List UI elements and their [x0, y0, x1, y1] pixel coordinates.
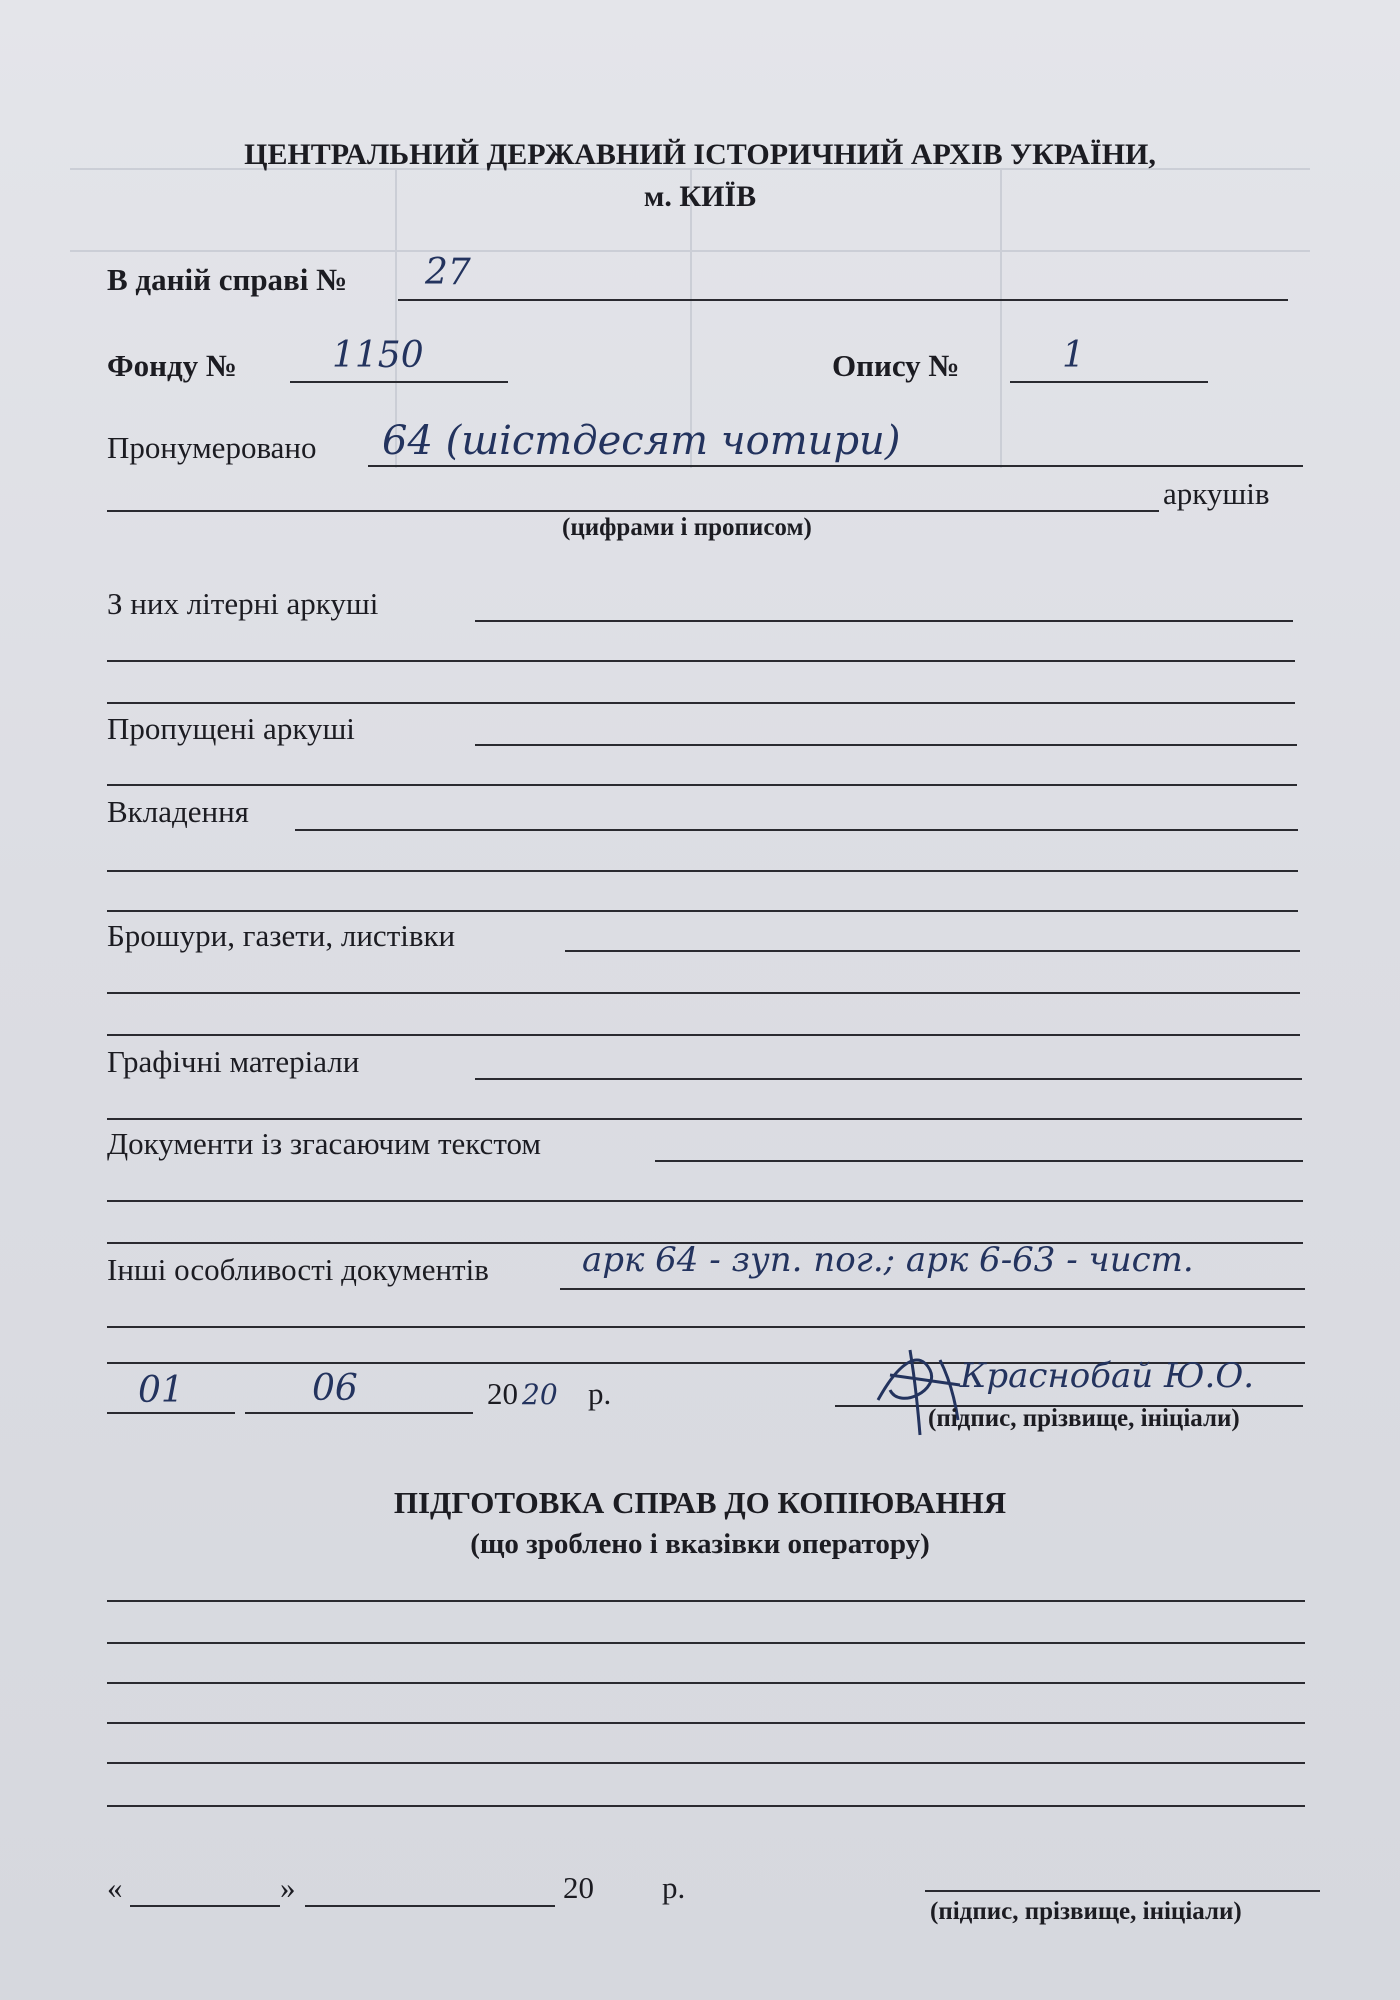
attachments-label: Вкладення	[107, 794, 249, 829]
date1-day: 01	[138, 1370, 184, 1411]
section2-line-3	[107, 1682, 1305, 1684]
other-features-line-1	[560, 1288, 1305, 1290]
section2-line-6	[107, 1805, 1305, 1807]
opys-line	[1010, 381, 1208, 383]
numbered-suffix: аркушів	[1163, 476, 1270, 511]
date2-r: р.	[662, 1870, 686, 1905]
date2-close-quote: »	[280, 1870, 296, 1905]
missing-sheets-line-1	[475, 744, 1297, 746]
section2-line-4	[107, 1722, 1305, 1724]
case-value: 27	[425, 252, 471, 293]
signature2-line	[925, 1890, 1320, 1892]
other-features-label: Інші особливості документів	[107, 1252, 489, 1287]
signature1-handwritten: Краснобай Ю.О.	[960, 1356, 1255, 1396]
attachments-line-1	[295, 829, 1298, 831]
letter-sheets-label: З них літерні аркуші	[107, 586, 379, 621]
date1-year-prefix: 20	[487, 1376, 518, 1411]
archive-title: ЦЕНТРАЛЬНИЙ ДЕРЖАВНИЙ ІСТОРИЧНИЙ АРХІВ УКРАЇНИ,	[244, 138, 1156, 171]
numbered-hint: (цифрами і прописом)	[562, 514, 812, 541]
attachments-line-3	[107, 910, 1298, 912]
graphics-line-1	[475, 1078, 1302, 1080]
brochures-label: Брошури, газети, листівки	[107, 918, 456, 953]
section2-title: ПІДГОТОВКА СПРАВ ДО КОПІЮВАННЯ	[393, 1485, 1007, 1520]
case-label: В даній справі №	[107, 262, 348, 297]
missing-sheets-line-2	[107, 784, 1297, 786]
other-features-value: арк 64 - зуп. пог.; арк 6-63 - чист.	[582, 1240, 1194, 1280]
missing-sheets-label: Пропущені аркуші	[107, 711, 355, 746]
date1-month-line	[245, 1412, 473, 1414]
section2-subtitle: (що зроблено і вказівки оператору)	[470, 1528, 930, 1560]
archive-city: м. КИЇВ	[643, 180, 757, 213]
signature2-hint: (підпис, прізвище, ініціали)	[930, 1898, 1242, 1925]
numbered-label: Пронумеровано	[107, 430, 317, 465]
graphics-line-2	[107, 1118, 1302, 1120]
numbered-line-1	[368, 465, 1303, 467]
brochures-line-1	[565, 950, 1300, 952]
section2-line-1	[107, 1600, 1305, 1602]
faded-docs-line-1	[655, 1160, 1303, 1162]
date2-day-line	[130, 1905, 280, 1907]
faded-docs-label: Документи із згасаючим текстом	[107, 1126, 541, 1161]
opys-value: 1	[1062, 335, 1085, 376]
date1-r: р.	[588, 1376, 612, 1411]
graphics-label: Графічні матеріали	[107, 1044, 360, 1079]
date2-month-line	[305, 1905, 555, 1907]
date1-month: 06	[312, 1368, 358, 1409]
fond-line	[290, 381, 508, 383]
date1-day-line	[107, 1412, 235, 1414]
letter-sheets-line-2	[107, 660, 1295, 662]
brochures-line-2	[107, 992, 1300, 994]
date2-year-prefix: 20	[563, 1870, 594, 1905]
other-features-line-2	[107, 1326, 1305, 1328]
opys-label: Опису №	[832, 348, 960, 383]
date2-open-quote: «	[107, 1870, 123, 1905]
brochures-line-3	[107, 1034, 1300, 1036]
fond-label: Фонду №	[107, 348, 238, 383]
date1-year-suffix: 20	[522, 1378, 558, 1411]
letter-sheets-line-3	[107, 702, 1295, 704]
faded-docs-line-2	[107, 1200, 1303, 1202]
numbered-value: 64 (шістдесят чотири)	[382, 418, 901, 464]
attachments-line-2	[107, 870, 1298, 872]
numbered-line-2	[107, 510, 1159, 512]
section2-line-2	[107, 1642, 1305, 1644]
fond-value: 1150	[332, 335, 424, 376]
signature1-hint: (підпис, прізвище, ініціали)	[928, 1405, 1240, 1432]
case-line	[398, 299, 1288, 301]
section2-line-5	[107, 1762, 1305, 1764]
letter-sheets-line-1	[475, 620, 1293, 622]
